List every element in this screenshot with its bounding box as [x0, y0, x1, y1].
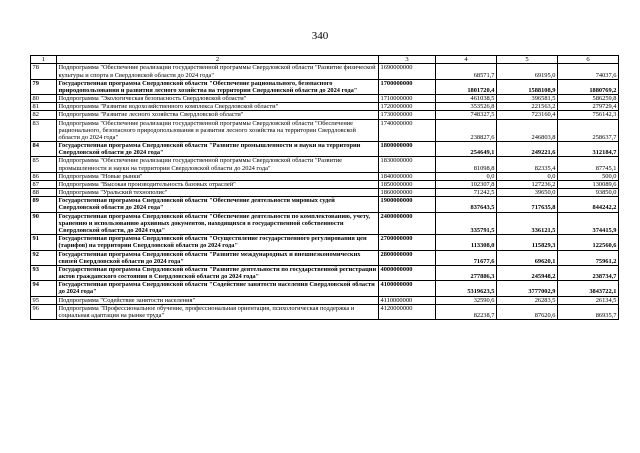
row-value-2024: 500,0 — [558, 172, 619, 180]
row-name: Подпрограмма "Развитие водохозяйственного комплекса Свердловской области" — [57, 103, 379, 111]
row-number: 79 — [31, 79, 57, 94]
table-row — [31, 157, 619, 172]
row-value-2023: 723160,4 — [497, 111, 558, 119]
table-row — [31, 111, 619, 119]
table-row — [31, 64, 619, 79]
row-name: Подпрограмма "Профессиональное обучение, профессиональная ориентация, психологическая поддержка и социальная адаптация на рынке труда" — [57, 304, 379, 319]
row-value-2022: 353526,8 — [436, 103, 497, 111]
row-value-2023: 3777002,9 — [497, 281, 558, 296]
row-name: Государственная программа Свердловской области "Развитие деятельности по государственной регистрации актов гражданского состояния в Свердловской области до 2024 года" — [57, 265, 379, 280]
table-body — [31, 56, 619, 320]
row-value-2023: 396581,5 — [497, 95, 558, 103]
budget-table — [30, 55, 619, 320]
row-number: 96 — [31, 304, 57, 319]
row-value-2024: 279729,4 — [558, 103, 619, 111]
table-row — [31, 250, 619, 265]
row-code: 1740000000 — [379, 119, 436, 142]
table-row — [31, 265, 619, 280]
table-header-row — [31, 56, 619, 64]
row-value-2022: 68571,7 — [436, 64, 497, 79]
page-number: 340 — [311, 30, 329, 42]
row-value-2023: 39650,0 — [497, 189, 558, 197]
row-value-2024: 258637,7 — [558, 119, 619, 142]
row-value-2023: 246803,8 — [497, 119, 558, 142]
table-row — [31, 79, 619, 94]
row-value-2024: 312184,7 — [558, 142, 619, 157]
table-row — [31, 189, 619, 197]
table-row — [31, 95, 619, 103]
row-number: 93 — [31, 265, 57, 280]
table-row — [31, 304, 619, 319]
row-value-2022: 748327,5 — [436, 111, 497, 119]
row-code: 4000000000 — [379, 265, 436, 280]
row-name: Государственная программа Свердловской области "Развитие международных и внешнеэкономических связей Свердловской области до 2024 года" — [57, 250, 379, 265]
row-number: 84 — [31, 142, 57, 157]
row-value-2022: 335791,5 — [436, 212, 497, 235]
row-value-2022: 254649,1 — [436, 142, 497, 157]
row-value-2022: 5319623,5 — [436, 281, 497, 296]
table-row — [31, 235, 619, 250]
row-value-2024: 3843722,1 — [558, 281, 619, 296]
table-row — [31, 180, 619, 188]
row-value-2023: 221563,2 — [497, 103, 558, 111]
table-row — [31, 142, 619, 157]
row-value-2022: 102307,8 — [436, 180, 497, 188]
row-value-2024: 86935,7 — [558, 304, 619, 319]
row-name: Государственная программа Свердловской области "Обеспечение рационального, безопасного природопользования и развития лесного хозяйства на территории Свердловской области до 2024 года" — [57, 79, 379, 94]
column-header: 4 — [436, 56, 497, 64]
row-number: 83 — [31, 119, 57, 142]
row-value-2023: 336121,5 — [497, 212, 558, 235]
row-number: 80 — [31, 95, 57, 103]
row-value-2024: 122560,6 — [558, 235, 619, 250]
row-code: 2700000000 — [379, 235, 436, 250]
row-number: 85 — [31, 157, 57, 172]
row-name: Подпрограмма "Содействие занятости населения" — [57, 296, 379, 304]
row-value-2024: 756142,3 — [558, 111, 619, 119]
row-value-2023: 245948,2 — [497, 265, 558, 280]
row-value-2022: 113308,0 — [436, 235, 497, 250]
row-code: 4110000000 — [379, 296, 436, 304]
row-value-2022: 1801720,4 — [436, 79, 497, 94]
row-value-2024: 130089,6 — [558, 180, 619, 188]
row-name: Подпрограмма "Обеспечение реализации государственной программы Свердловской области "Развитие промышленности и науки на территории Свердловской области до 2024 года" — [57, 157, 379, 172]
row-value-2022: 277886,3 — [436, 265, 497, 280]
row-code: 1690000000 — [379, 64, 436, 79]
row-code: 1730000000 — [379, 111, 436, 119]
row-value-2022: 837643,5 — [436, 197, 497, 212]
row-value-2022: 32590,6 — [436, 296, 497, 304]
row-name: Государственная программа Свердловской области "Осуществление государственного регулирования цен (тарифов) на территории Свердловской области до 2024 года" — [57, 235, 379, 250]
table-row — [31, 296, 619, 304]
row-value-2024: 1880769,2 — [558, 79, 619, 94]
row-number: 81 — [31, 103, 57, 111]
table-row — [31, 103, 619, 111]
row-value-2022: 81098,8 — [436, 157, 497, 172]
column-header: 2 — [57, 56, 379, 64]
row-code: 2800000000 — [379, 250, 436, 265]
row-value-2023: 0,0 — [497, 172, 558, 180]
row-name: Подпрограмма "Экологическая безопасность Свердловской области" — [57, 95, 379, 103]
row-name: Государственная программа Свердловской области "Обеспечение деятельности по комплектованию, учету, хранению и использованию архивных документов, находящихся в государственной собственности Свердловской области, до 2024 года" — [57, 212, 379, 235]
column-header: 3 — [379, 56, 436, 64]
row-number: 86 — [31, 172, 57, 180]
row-value-2023: 127236,2 — [497, 180, 558, 188]
row-code: 1860000000 — [379, 189, 436, 197]
row-name: Подпрограмма "Новые рынки" — [57, 172, 379, 180]
row-value-2022: 238827,6 — [436, 119, 497, 142]
row-number: 78 — [31, 64, 57, 79]
row-code: 1700000000 — [379, 79, 436, 94]
row-number: 89 — [31, 197, 57, 212]
column-header: 5 — [497, 56, 558, 64]
row-value-2024: 844242,2 — [558, 197, 619, 212]
row-value-2022: 71242,5 — [436, 189, 497, 197]
table-row — [31, 119, 619, 142]
table-row — [31, 172, 619, 180]
row-code: 1850000000 — [379, 180, 436, 188]
row-number: 90 — [31, 212, 57, 235]
row-value-2024: 93850,0 — [558, 189, 619, 197]
row-value-2024: 586259,8 — [558, 95, 619, 103]
row-code: 1720000000 — [379, 103, 436, 111]
row-code: 2400000000 — [379, 212, 436, 235]
row-code: 4120000000 — [379, 304, 436, 319]
row-code: 1710000000 — [379, 95, 436, 103]
row-number: 88 — [31, 189, 57, 197]
row-code: 1830000000 — [379, 157, 436, 172]
row-value-2023: 1588108,9 — [497, 79, 558, 94]
row-value-2023: 82335,4 — [497, 157, 558, 172]
row-value-2022: 0,0 — [436, 172, 497, 180]
row-value-2022: 461038,5 — [436, 95, 497, 103]
row-value-2024: 75961,2 — [558, 250, 619, 265]
row-name: Подпрограмма "Развитие лесного хозяйства Свердловской области" — [57, 111, 379, 119]
table-row — [31, 197, 619, 212]
row-value-2023: 69620,1 — [497, 250, 558, 265]
row-value-2023: 26283,5 — [497, 296, 558, 304]
row-number: 91 — [31, 235, 57, 250]
row-number: 95 — [31, 296, 57, 304]
row-value-2023: 717635,8 — [497, 197, 558, 212]
row-value-2024: 87745,1 — [558, 157, 619, 172]
row-name: Подпрограмма "Обеспечение реализации государственной программы Свердловской области "Обеспечение рационального, безопасного природопользования и развития лесного хозяйства на территории Свердловской области до 2024 года" — [57, 119, 379, 142]
row-number: 94 — [31, 281, 57, 296]
row-name: Государственная программа Свердловской области "Содействие занятости населения Свердловской области до 2024 года" — [57, 281, 379, 296]
row-value-2023: 87620,6 — [497, 304, 558, 319]
row-value-2024: 26134,5 — [558, 296, 619, 304]
row-number: 82 — [31, 111, 57, 119]
row-number: 92 — [31, 250, 57, 265]
row-value-2024: 74037,6 — [558, 64, 619, 79]
row-value-2024: 238734,7 — [558, 265, 619, 280]
row-name: Государственная программа Свердловской области "Обеспечение деятельности мировых судей Свердловской области до 2024 года" — [57, 197, 379, 212]
row-number: 87 — [31, 180, 57, 188]
row-value-2023: 115829,3 — [497, 235, 558, 250]
row-name: Государственная программа Свердловской области "Развитие промышленности и науки на территории Свердловской области до 2024 года" — [57, 142, 379, 157]
row-value-2022: 82238,7 — [436, 304, 497, 319]
row-value-2023: 249221,6 — [497, 142, 558, 157]
column-header: 1 — [31, 56, 57, 64]
row-code: 4100000000 — [379, 281, 436, 296]
column-header: 6 — [558, 56, 619, 64]
table-row — [31, 281, 619, 296]
row-code: 1900000000 — [379, 197, 436, 212]
row-value-2024: 374415,9 — [558, 212, 619, 235]
table-row — [31, 212, 619, 235]
row-code: 1840000000 — [379, 172, 436, 180]
row-code: 1800000000 — [379, 142, 436, 157]
row-name: Подпрограмма "Обеспечение реализации государственной программы Свердловской области "Развитие физической культуры и спорта в Свердловской области до 2024 года" — [57, 64, 379, 79]
row-value-2023: 69195,0 — [497, 64, 558, 79]
row-name: Подпрограмма "Уральский технополис" — [57, 189, 379, 197]
row-value-2022: 71677,6 — [436, 250, 497, 265]
row-name: Подпрограмма "Высокая производительность базовых отраслей" — [57, 180, 379, 188]
